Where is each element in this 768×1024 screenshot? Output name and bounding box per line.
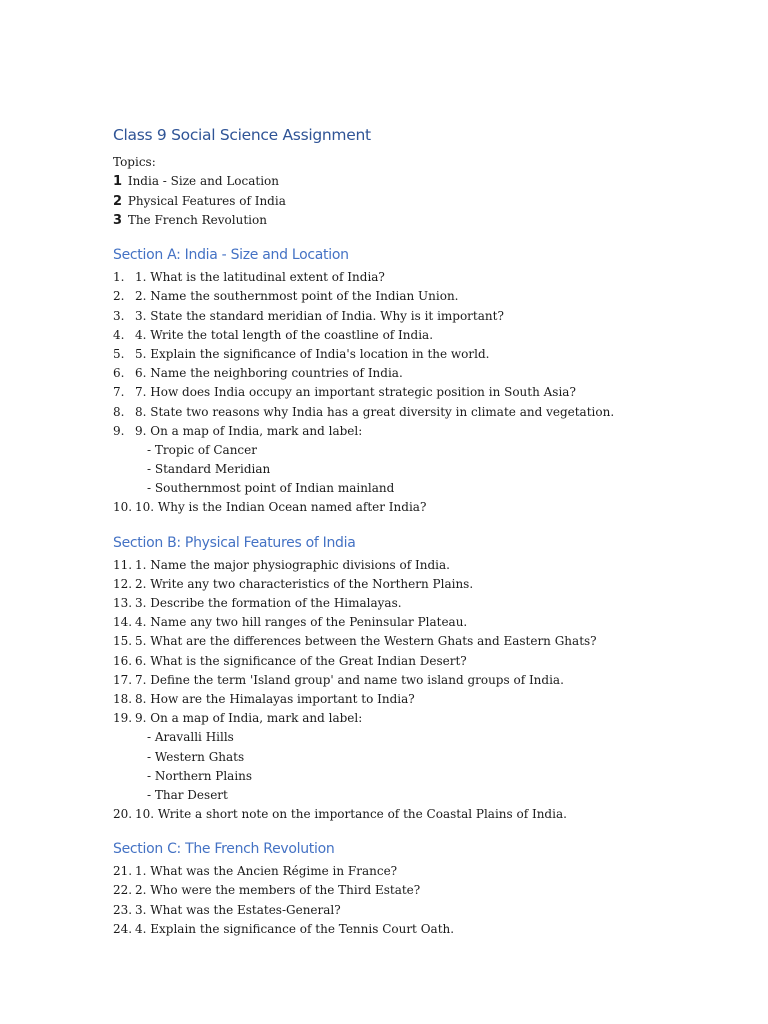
question-number: 4. <box>113 327 125 342</box>
question-number: 21. <box>113 864 133 879</box>
section-heading: Section B: Physical Features of India <box>113 534 356 551</box>
question-number: 8. <box>113 404 125 419</box>
question-item <box>113 326 733 345</box>
topic-number: 3 <box>113 212 123 228</box>
topic-number: 1 <box>113 174 123 190</box>
question-subitem: - Standard Meridian <box>147 462 271 477</box>
question-number: 24. <box>113 921 133 936</box>
question-subitem: - Thar Desert <box>147 787 228 802</box>
question-number: 13. <box>113 596 133 610</box>
question-item <box>113 690 733 709</box>
question-number: 22. <box>113 883 133 898</box>
question-subitem: - Tropic of Cancer <box>147 442 257 457</box>
question-item <box>113 307 733 326</box>
section-heading: Section C: The French Revolution <box>113 841 335 858</box>
question-text: 10. Why is the Indian Ocean named after India? <box>135 500 427 515</box>
question-item <box>113 364 733 383</box>
question-text: 7. How does India occupy an important strategic position in South Asia? <box>135 385 576 400</box>
question-subitem: - Southernmost point of Indian mainland <box>147 481 395 496</box>
section-heading: Section A: India - Size and Location <box>113 247 349 264</box>
question-text: 1. Name the major physiographic divisions of India. <box>135 557 450 572</box>
question-text: 9. On a map of India, mark and label: <box>135 711 363 726</box>
question-item <box>113 422 733 441</box>
question-text: 6. Name the neighboring countries of India. <box>135 366 403 381</box>
question-item <box>113 652 733 671</box>
topic-text: The French Revolution <box>127 212 267 227</box>
question-text: 4. Write the total length of the coastline of India. <box>135 327 434 342</box>
question-number: 7. <box>113 385 125 400</box>
topics-label: Topics: <box>113 155 156 169</box>
question-number: 19. <box>113 711 133 726</box>
question-number: 23. <box>113 902 133 917</box>
question-item <box>113 632 733 651</box>
question-item <box>113 594 733 613</box>
question-text: 7. Define the term 'Island group' and name two island groups of India. <box>135 672 564 687</box>
document-page <box>113 124 733 939</box>
question-number: 5. <box>113 346 125 361</box>
question-item <box>113 268 733 287</box>
question-text: 3. Describe the formation of the Himalayas. <box>135 596 402 610</box>
question-text: 4. Name any two hill ranges of the Peninsular Plateau. <box>135 615 468 630</box>
question-subitem: - Northern Plains <box>147 768 253 783</box>
question-text: 6. What is the significance of the Great Indian Desert? <box>135 653 467 668</box>
question-text: 8. How are the Himalayas important to India? <box>135 691 415 706</box>
question-number: 2. <box>113 289 125 304</box>
question-number: 16. <box>113 653 133 668</box>
question-item <box>113 881 733 900</box>
question-item <box>113 287 733 306</box>
question-item <box>113 575 733 594</box>
topic-item <box>113 172 733 191</box>
question-text: 2. Write any two characteristics of the Northern Plains. <box>135 576 474 591</box>
question-number: 3. <box>113 308 125 323</box>
question-number: 14. <box>113 615 133 630</box>
question-text: 10. Write a short note on the importance of the Coastal Plains of India. <box>135 807 567 822</box>
question-item <box>113 613 733 632</box>
topic-item <box>113 192 733 211</box>
question-subitem: - Western Ghats <box>147 749 245 764</box>
question-number: 20. <box>113 807 133 822</box>
question-text: 1. What is the latitudinal extent of India? <box>135 270 385 285</box>
question-text: 8. State two reasons why India has a great diversity in climate and vegetation. <box>135 404 615 419</box>
question-number: 9. <box>113 423 125 438</box>
question-subitem: - Aravalli Hills <box>147 730 234 745</box>
question-number: 18. <box>113 691 133 706</box>
question-text: 2. Who were the members of the Third Estate? <box>135 883 421 898</box>
question-number: 6. <box>113 366 125 381</box>
question-number: 11. <box>113 557 133 572</box>
question-item <box>113 383 733 402</box>
question-number: 15. <box>113 634 133 649</box>
topic-number: 2 <box>113 193 123 209</box>
question-item <box>113 805 733 824</box>
question-text: 2. Name the southernmost point of the Indian Union. <box>135 289 459 304</box>
topic-text: Physical Features of India <box>127 193 286 208</box>
question-item <box>113 403 733 422</box>
question-item <box>113 862 733 881</box>
question-text: 1. What was the Ancien Régime in France? <box>135 864 398 879</box>
topic-item <box>113 211 733 230</box>
question-text: 5. What are the differences between the Western Ghats and Eastern Ghats? <box>135 634 597 649</box>
document-title: Class 9 Social Science Assignment <box>113 126 371 144</box>
question-item <box>113 556 733 575</box>
question-item <box>113 709 733 728</box>
topic-text: India - Size and Location <box>127 174 280 189</box>
question-item <box>113 920 733 939</box>
question-text: 4. Explain the significance of the Tennis Court Oath. <box>135 921 455 936</box>
question-text: 9. On a map of India, mark and label: <box>135 423 363 438</box>
question-item <box>113 498 733 517</box>
question-item <box>113 901 733 920</box>
question-number: 12. <box>113 576 133 591</box>
question-text: 3. What was the Estates-General? <box>135 902 341 917</box>
question-text: 5. Explain the significance of India's location in the world. <box>135 346 490 361</box>
question-item <box>113 345 733 364</box>
question-number: 1. <box>113 270 125 285</box>
question-text: 3. State the standard meridian of India. Why is it important? <box>135 308 504 323</box>
question-item <box>113 671 733 690</box>
question-number: 17. <box>113 672 133 687</box>
question-number: 10. <box>113 500 133 515</box>
